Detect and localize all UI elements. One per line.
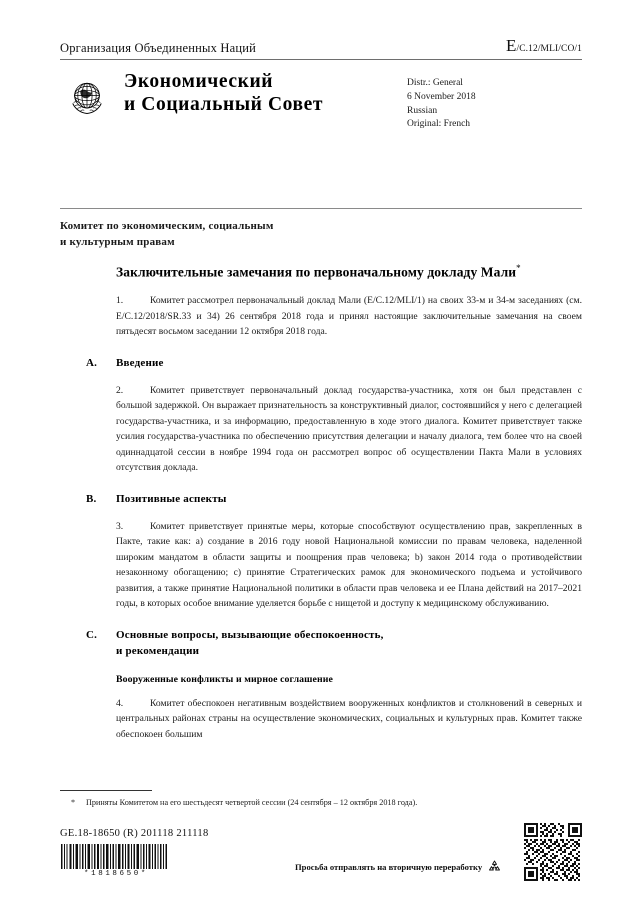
paragraph-4 [116, 696, 582, 743]
section-b-title: Позитивные аспекты [116, 492, 227, 505]
section-heading-c [60, 628, 582, 660]
masthead-rule [60, 59, 582, 60]
paragraph-4-text: Комитет обеспокоен негативным воздействием вооруженных конфликтов и столкновений в северных и центральных районах страны на осуществление экономических, социальных и культурных прав. Комитет также обеспокоен большим [116, 697, 582, 740]
barcode-digits: *1818650* [84, 870, 148, 878]
section-c-title-line2: и рекомендации [116, 644, 200, 657]
document-body [60, 262, 582, 742]
footnote-marker: * [70, 798, 76, 807]
qr-code [524, 823, 582, 881]
masthead-row [60, 36, 582, 56]
masthead [60, 36, 582, 60]
organization-name: Организация Объединенных Наций [60, 41, 257, 55]
section-a-letter: A. [86, 356, 98, 369]
recycle-notice [295, 859, 502, 874]
distribution-block [407, 77, 582, 132]
distribution-type: Distr.: General [407, 78, 463, 88]
footnote [60, 797, 582, 808]
section-c-title [116, 628, 582, 660]
page-title-text: Заключительные замечания по первоначальному докладу Мали [116, 264, 517, 280]
distribution-language: Russian [407, 105, 438, 116]
recycle-icon [487, 859, 502, 874]
section-a-title: Введение [116, 356, 164, 369]
committee-name-line2: и культурным правам [60, 235, 175, 248]
document-symbol-suffix: /C.12/MLI/CO/1 [516, 44, 582, 54]
paragraph-2 [116, 383, 582, 476]
un-emblem-icon [64, 74, 110, 120]
paragraph-2-number: 2. [116, 384, 124, 396]
paragraph-2-text: Комитет приветствует первоначальный доклад государства-участника, хотя он был представлен с большой задержкой. Он выражает признательность за конструктивный диалог, состоявшийся у него с делегацией государства-участника, и за информацию, предоставленную в ходе этого диалога. Комитет приветствует также усилия государства-участника по обеспечению присутствия делегации и началу диалога, тем более что на своей одиннадцатой сессии в ноябре 1994 года он рассмотрел вопрос об осуществлении Пакта Мали в условиях отсутствия доклада. [116, 384, 582, 474]
section-divider [60, 208, 582, 209]
committee-name [60, 219, 480, 251]
distribution-date: 6 November 2018 [407, 91, 476, 102]
recycle-notice-text: Просьба отправлять на вторичную переработку [295, 861, 483, 872]
section-c-letter: C. [86, 628, 98, 641]
paragraph-4-number: 4. [116, 697, 124, 709]
section-heading-a [60, 356, 582, 372]
page-title-footnote-marker: * [516, 263, 521, 273]
document-symbol-prefix: E [505, 36, 517, 55]
footnote-rule [60, 790, 152, 791]
organ-title [124, 70, 407, 116]
section-heading-b [60, 492, 582, 508]
page-footer [60, 828, 582, 878]
section-c-title-line1: Основные вопросы, вызывающие обеспокоенность, [116, 628, 384, 641]
head-block [60, 70, 582, 132]
paragraph-1-number: 1. [116, 295, 124, 307]
footnote-text: Приняты Комитетом на его шестьдесят четвертой сессии (24 сентября – 12 октября 2018 года). [86, 798, 418, 807]
document-symbol [506, 36, 582, 56]
job-number: GE.18-18650 (R) 201118 211118 [60, 828, 209, 839]
subheading-armed-conflicts: Вооруженные конфликты и мирное соглашение [116, 673, 333, 685]
footnote-area [60, 790, 582, 808]
paragraph-3-number: 3. [116, 520, 124, 532]
committee-name-line1: Комитет по экономическим, социальным [60, 220, 274, 232]
paragraph-3-text: Комитет приветствует принятые меры, которые способствуют осуществлению прав, закрепленных в Пакте, такие как: a) создание в 2016 году новой Национальной комиссии по правам человека, наделенной широким мандатом в области защиты и поощрения прав человека; b) закон 2014 года о противодействии незаконному обогащению; c) принятие Стратегических рамок для экономического подъема и устойчивого развития, а также принятие Национальной политики в области прав человека и ее Плана действий на 2017–2021 годы, в которых особое внимание уделяется борьбе с нищетой и доступу к медицинскому обслуживанию. [116, 520, 582, 610]
page-title [116, 262, 582, 282]
paragraph-1-text: Комитет рассмотрел первоначальный доклад Мали (E/C.12/MLI/1) на своих 33-м и 34-м заседаниях (см. E/C.12/2018/SR.33 и 34) 26 сентября 2018 года и принял настоящие заключительные замечания на своем пятьдесят восьмом заседании 12 октября 2018 года. [116, 295, 582, 338]
section-b-letter: B. [86, 492, 97, 505]
organ-title-line1: Экономический [124, 71, 274, 92]
barcode [60, 844, 168, 869]
paragraph-1 [116, 293, 582, 340]
distribution-original: Original: French [407, 119, 471, 130]
organ-title-line2: и Социальный Совет [124, 94, 324, 115]
paragraph-3 [116, 519, 582, 612]
